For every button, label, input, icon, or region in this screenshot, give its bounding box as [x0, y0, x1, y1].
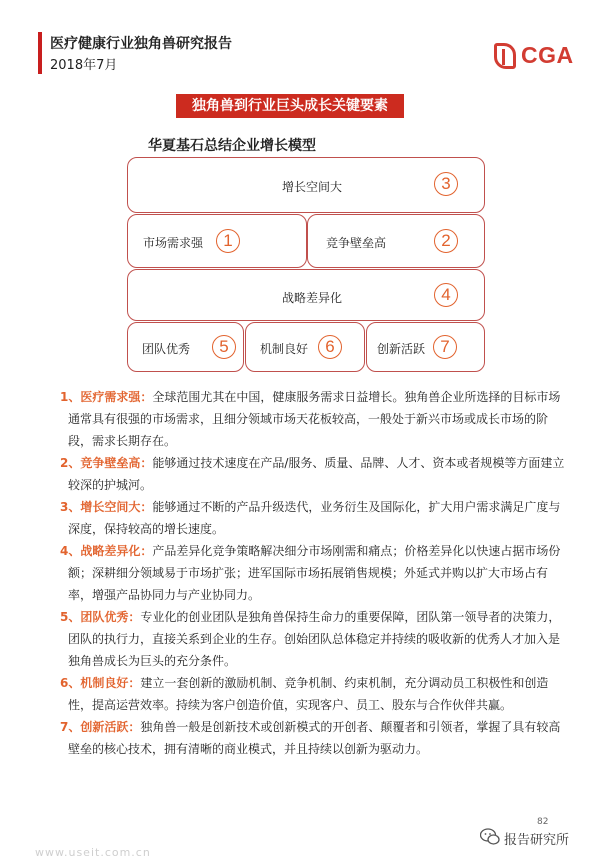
box-market-demand — [127, 214, 307, 268]
factor-descriptions — [60, 386, 568, 760]
description-item — [60, 452, 568, 496]
cga-logo-text: CGA — [521, 42, 574, 68]
box-strategy — [127, 269, 485, 321]
description-keyword: 5、团队优秀： — [60, 610, 141, 624]
description-keyword: 4、战略差异化： — [60, 544, 153, 558]
box-barrier — [307, 214, 485, 268]
description-item — [60, 672, 568, 716]
number-badge-7: 7 — [433, 335, 457, 359]
box-team-label: 团队优秀 — [142, 342, 191, 356]
report-title: 医疗健康行业独角兽研究报告 — [50, 36, 232, 52]
number-badge-2: 2 — [434, 229, 458, 253]
description-text: 专业化的创业团队是独角兽保持生命力的重要保障，团队第一领导者的决策力，团队的执行力，直接关系到企业的生存。创始团队总体稳定并持续的吸收新的优秀人才加入是独角兽成长为巨头的充分条件。 — [68, 610, 561, 668]
description-text: 能够通过技术速度在产品/服务、质量、品牌、人才、资本或者规模等方面建立较深的护城河。 — [68, 456, 565, 492]
description-item — [60, 386, 568, 452]
box-innovation-label: 创新活跃 — [377, 342, 426, 356]
wechat-account-watermark: 报告研究所 — [504, 833, 570, 848]
box-market-demand-label: 市场需求强 — [143, 236, 204, 250]
description-item — [60, 540, 568, 606]
page-number: 82 — [537, 817, 549, 827]
description-text: 能够通过不断的产品升级迭代，业务衍生及国际化，扩大用户需求满足广度与深度，保持较高的增长速度。 — [68, 500, 561, 536]
box-strategy-label: 战略差异化 — [282, 291, 343, 305]
number-badge-6: 6 — [318, 335, 342, 359]
cga-logo — [494, 42, 574, 72]
description-keyword: 3、增长空间大： — [60, 500, 153, 514]
description-text: 产品差异化竞争策略解决细分市场刚需和痛点；价格差异化以快速占据市场份额；深耕细分领域易于市场扩张；进军国际市场拓展销售规模；外延式并购以扩大市场占有率，增强产品协同力与产业协同力。 — [68, 544, 561, 602]
box-growth-space-label: 增长空间大 — [282, 180, 343, 194]
number-badge-5: 5 — [212, 335, 236, 359]
cga-logo-mark-icon — [494, 43, 516, 69]
model-title: 华夏基石总结企业增长模型 — [148, 138, 316, 154]
header-accent-bar — [38, 32, 42, 74]
box-mechanism-label: 机制良好 — [260, 342, 309, 356]
description-keyword: 1、医疗需求强： — [60, 390, 153, 404]
description-keyword: 6、机制良好： — [60, 676, 141, 690]
description-text: 建立一套创新的激励机制、竞争机制、约束机制，充分调动员工积极性和创造性，提高运营效率。持续为客户创造价值，实现客户、员工、股东与合作伙伴共赢。 — [68, 676, 549, 712]
description-item — [60, 496, 568, 540]
box-mechanism — [245, 322, 365, 372]
number-badge-4: 4 — [434, 283, 458, 307]
description-text: 独角兽一般是创新技术或创新模式的开创者、颠覆者和引领者，掌握了具有较高壁垒的核心技术，拥有清晰的商业模式，并且持续以创新为驱动力。 — [68, 720, 561, 756]
footer-url-watermark: www.useit.com.cn — [35, 846, 151, 859]
wechat-icon — [480, 828, 500, 846]
section-banner: 独角兽到行业巨头成长关键要素 — [176, 94, 404, 118]
box-barrier-label: 竞争壁垒高 — [326, 236, 387, 250]
description-text: 全球范围尤其在中国，健康服务需求日益增长。独角兽企业所选择的目标市场通常具有很强的市场需求，且细分领域市场天花板较高，一般处于新兴市场或成长市场的阶段，需求长期存在。 — [68, 390, 561, 448]
description-item — [60, 606, 568, 672]
report-date: 2018年7月 — [50, 58, 118, 73]
box-team — [127, 322, 244, 372]
number-badge-3: 3 — [434, 172, 458, 196]
description-keyword: 2、竞争壁垒高： — [60, 456, 153, 470]
description-item — [60, 716, 568, 760]
box-innovation — [366, 322, 485, 372]
number-badge-1: 1 — [216, 229, 240, 253]
description-keyword: 7、创新活跃： — [60, 720, 141, 734]
box-growth-space — [127, 157, 485, 213]
